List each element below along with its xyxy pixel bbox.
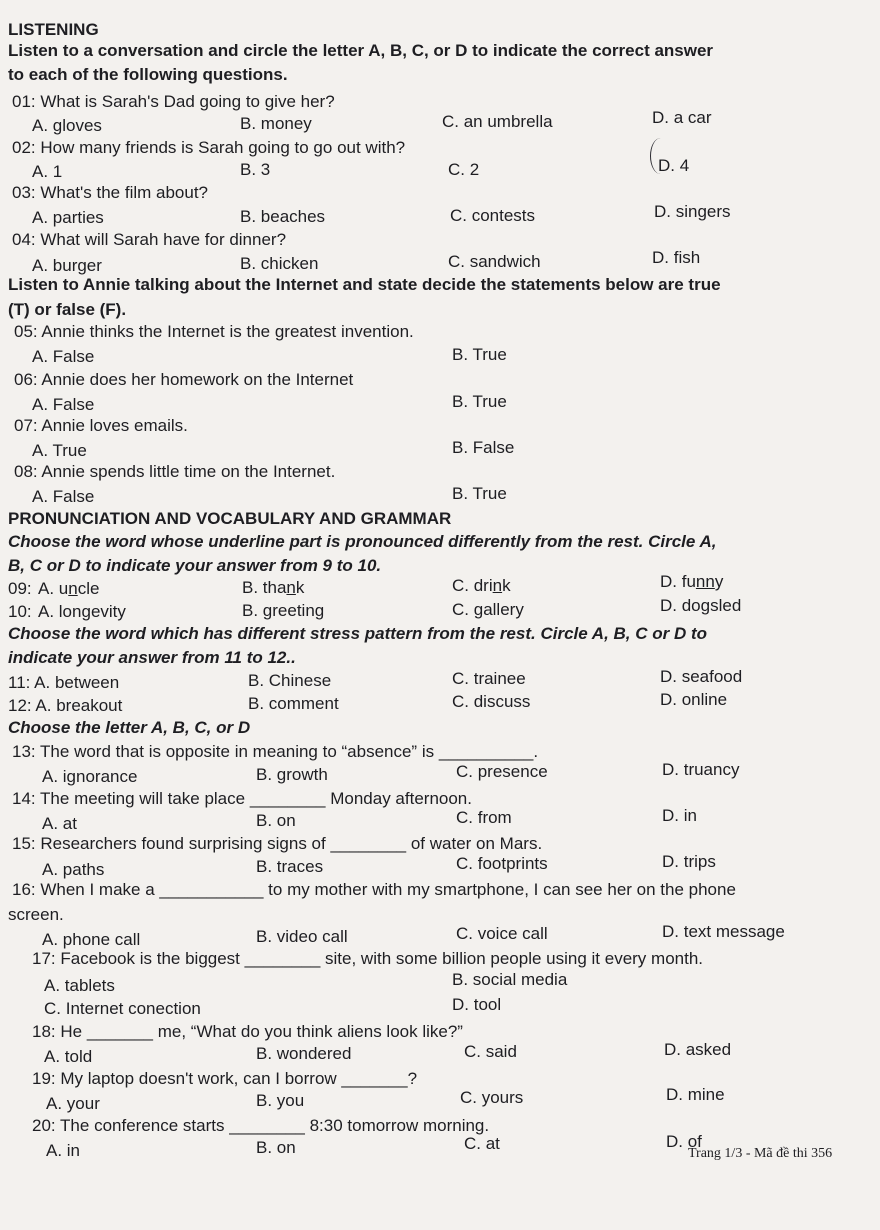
- option-a: A. False: [32, 395, 95, 414]
- option-b: B. True: [452, 484, 507, 503]
- instruction-line: to each of the following questions.: [8, 65, 288, 84]
- question-02: 02: How many friends is Sarah going to go out with?: [12, 138, 406, 157]
- option-a: A. tablets: [44, 976, 115, 995]
- question-04: 04: What will Sarah have for dinner?: [12, 230, 287, 249]
- option-b: B. on: [256, 811, 296, 830]
- instruction-line: Choose the word which has different stress pattern from the rest. Circle A, B, C or D to: [8, 624, 708, 643]
- option-a: A. at: [42, 814, 77, 833]
- option-d: D. funny: [660, 572, 724, 591]
- option-c: C. contests: [450, 206, 536, 225]
- page-footer: Trang 1/3 - Mã đề thi 356: [688, 1146, 833, 1161]
- option-d: D. truancy: [662, 760, 740, 779]
- option-d: D. seafood: [660, 667, 743, 686]
- question-08: 08: Annie spends little time on the Internet.: [14, 462, 336, 481]
- option-a: A. 1: [32, 162, 63, 181]
- instruction-line: B, C or D to indicate your answer from 9 to 10.: [8, 556, 382, 575]
- option-a: A. parties: [32, 208, 104, 227]
- option-b: B. chicken: [240, 254, 319, 273]
- option-a: A. gloves: [32, 116, 102, 135]
- question-12: 12: A. breakout: [8, 696, 123, 715]
- option-b: B. growth: [256, 765, 328, 784]
- option-b: B. wondered: [256, 1044, 352, 1063]
- question-18: 18: He _______ me, “What do you think aliens look like?”: [32, 1022, 463, 1041]
- option-c: C. at: [464, 1134, 500, 1153]
- option-c: C. footprints: [456, 854, 548, 873]
- option-d: D. mine: [666, 1085, 725, 1104]
- option-b: B. money: [240, 114, 312, 133]
- option-d: D. a car: [652, 108, 712, 127]
- option-a: A. paths: [42, 860, 105, 879]
- instruction-line: Listen to a conversation and circle the letter A, B, C, or D to indicate the correct answer: [8, 41, 714, 60]
- option-d: D. tool: [452, 995, 502, 1014]
- instruction-line: Choose the letter A, B, C, or D: [8, 718, 251, 737]
- option-c: C. an umbrella: [442, 112, 553, 131]
- option-b: B. social media: [452, 970, 568, 989]
- instruction-line: Choose the word whose underline part is pronounced differently from the rest. Circle A,: [8, 532, 717, 551]
- option-d: D. dogsled: [660, 596, 742, 615]
- option-a: A. told: [44, 1047, 93, 1066]
- option-d: D. in: [662, 806, 697, 825]
- option-d: D. asked: [664, 1040, 732, 1059]
- question-03: 03: What's the film about?: [12, 183, 209, 202]
- option-b: B. True: [452, 345, 507, 364]
- option-d: D. fish: [652, 248, 701, 267]
- instruction-line: (T) or false (F).: [8, 300, 127, 319]
- option-c: C. trainee: [452, 669, 526, 688]
- question-09-number: 09:: [8, 579, 32, 598]
- option-d: D. online: [660, 690, 728, 709]
- question-16-continuation: screen.: [8, 905, 64, 924]
- option-b: B. False: [452, 438, 515, 457]
- option-a: A. your: [46, 1094, 100, 1113]
- option-c: C. discuss: [452, 692, 531, 711]
- option-c: C. sandwich: [448, 252, 541, 271]
- question-14: 14: The meeting will take place ________ Monday afternoon.: [12, 789, 472, 808]
- option-b: B. on: [256, 1138, 296, 1157]
- option-b: B. Chinese: [248, 671, 332, 690]
- option-a: A. True: [32, 441, 87, 460]
- option-d: D. trips: [662, 852, 716, 871]
- option-a: A. uncle: [38, 579, 100, 598]
- option-c: C. yours: [460, 1088, 524, 1107]
- option-a: A. longevity: [38, 602, 126, 621]
- option-d: D. singers: [654, 202, 731, 221]
- option-c: C. voice call: [456, 924, 548, 943]
- question-17: 17: Facebook is the biggest ________ site, with some billion people using it every month.: [32, 949, 703, 968]
- option-a: A. burger: [32, 256, 102, 275]
- instruction-line: Listen to Annie talking about the Internet and state decide the statements below are true: [8, 275, 721, 294]
- option-a: A. ignorance: [42, 767, 138, 786]
- option-b: B. thank: [242, 578, 305, 597]
- question-06: 06: Annie does her homework on the Internet: [14, 370, 354, 389]
- option-a: A. phone call: [42, 930, 141, 949]
- question-11: 11: A. between: [8, 673, 120, 692]
- option-b: B. traces: [256, 857, 324, 876]
- option-c: C. drink: [452, 576, 511, 595]
- question-07: 07: Annie loves emails.: [14, 416, 188, 435]
- instruction-line: indicate your answer from 11 to 12..: [8, 648, 296, 667]
- question-15: 15: Researchers found surprising signs of ________ of water on Mars.: [12, 834, 543, 853]
- option-c: C. gallery: [452, 600, 524, 619]
- option-b: B. comment: [248, 694, 339, 713]
- question-10-number: 10:: [8, 602, 32, 621]
- option-c: C. from: [456, 808, 512, 827]
- option-b: B. you: [256, 1091, 305, 1110]
- option-d: D. of: [666, 1132, 702, 1151]
- option-a: A. False: [32, 347, 95, 366]
- question-01: 01: What is Sarah's Dad going to give her?: [12, 92, 335, 111]
- question-13: 13: The word that is opposite in meaning to “absence” is __________.: [12, 742, 539, 761]
- option-d: D. 4: [658, 156, 690, 175]
- option-d: D. text message: [662, 922, 785, 941]
- option-b: B. 3: [240, 160, 271, 179]
- question-19: 19: My laptop doesn't work, can I borrow _______?: [32, 1069, 418, 1088]
- question-05: 05: Annie thinks the Internet is the greatest invention.: [14, 322, 414, 341]
- question-16: 16: When I make a ___________ to my mother with my smartphone, I can see her on the phone: [12, 880, 736, 899]
- option-b: B. video call: [256, 927, 348, 946]
- option-a: A. in: [46, 1141, 81, 1160]
- option-b: B. greeting: [242, 601, 325, 620]
- option-c: C. presence: [456, 762, 548, 781]
- option-b: B. beaches: [240, 207, 326, 226]
- option-c: C. 2: [448, 160, 480, 179]
- option-a: A. False: [32, 487, 95, 506]
- section-heading-listening: LISTENING: [8, 20, 99, 39]
- option-c: C. said: [464, 1042, 517, 1061]
- option-c: C. Internet conection: [44, 999, 201, 1018]
- section-heading-pronunciation: PRONUNCIATION AND VOCABULARY AND GRAMMAR: [8, 509, 452, 528]
- option-b: B. True: [452, 392, 507, 411]
- question-20: 20: The conference starts ________ 8:30 tomorrow morning.: [32, 1116, 490, 1135]
